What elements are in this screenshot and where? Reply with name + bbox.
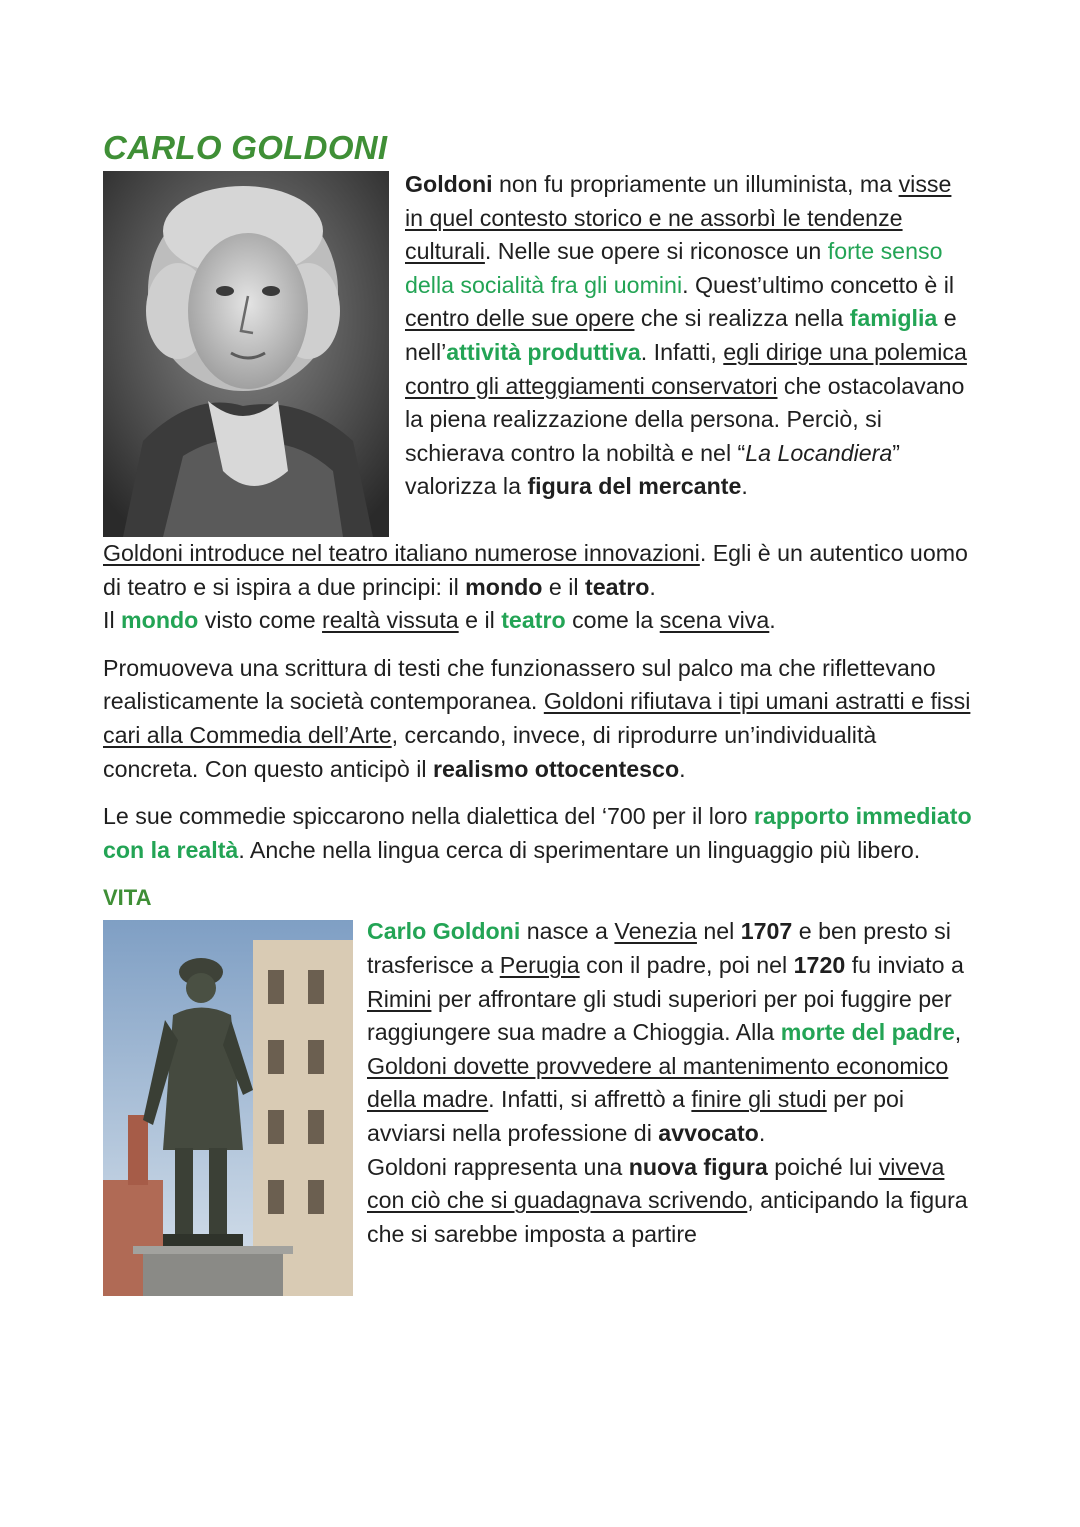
goldoni-statue-image [103, 920, 353, 1296]
realism-bold: realismo ottocentesco [432, 755, 680, 782]
goldoni-portrait-image [103, 171, 389, 537]
innov-text: . Egli è un autentico uomo di teatro e si ispira a due principi: il [103, 540, 968, 600]
intro-text: . Nelle sue opere si riconosce un [484, 238, 828, 265]
innov-text: . [649, 573, 656, 600]
vita-underline: Goldoni dovette provvedere al mantenimento economico della madre [367, 1052, 949, 1113]
comedies-text: Le sue commedie spiccarono nella dialettica del ‘700 per il loro [103, 803, 754, 830]
innov-highlight: mondo [121, 607, 199, 634]
page-title: CARLO GOLDONI [103, 129, 388, 166]
vita-heading: VITA [103, 885, 152, 911]
intro-text: . Infatti, [640, 338, 724, 365]
vita-text: per affrontare gli studi superiori per poi fuggire per raggiungere sua madre a Chioggia. Alla [367, 985, 952, 1046]
realism-underline: Goldoni rifiutava i tipi umani astratti e fissi cari alla Commedia dell’Arte [103, 688, 971, 748]
vita-text: . Infatti, si affrettò a [488, 1086, 692, 1113]
vita-bold: 1720 [793, 951, 846, 978]
vita-highlight: Carlo Goldoni [367, 918, 521, 945]
intro-text: ” valorizza la [405, 439, 900, 500]
innov-text: . [769, 607, 776, 634]
innov-underline: realtà vissuta [322, 607, 459, 634]
vita-text: nasce a [520, 918, 615, 945]
innov-highlight: teatro [501, 607, 566, 634]
intro-text: . [741, 473, 748, 500]
innov-underline: scena viva [659, 607, 770, 634]
vita-bold: avvocato [658, 1119, 759, 1146]
vita-bold: 1707 [740, 918, 793, 945]
vita-underline: viveva con ciò che si guadagnava scrivendo [367, 1153, 945, 1214]
vita-underline: Rimini [367, 985, 432, 1012]
innov-text: Il [103, 607, 122, 634]
intro-underline: egli dirige una polemica contro gli atteggiamenti conservatori [405, 338, 967, 399]
vita-text: . [758, 1119, 766, 1146]
comedies-text: . Anche nella lingua cerca di sperimentare un linguaggio più libero. [238, 836, 921, 863]
innov-text: e il [542, 573, 585, 600]
realism-text: . [679, 755, 686, 782]
intro-text: che ostacolavano la piena realizzazione della persona. Perciò, si schierava contro la nobiltà e nel “ [405, 372, 965, 466]
vita-text: nel [696, 918, 741, 945]
innov-underline: Goldoni introduce nel teatro italiano numerose innovazioni [103, 540, 700, 566]
intro-underline: centro delle sue opere [405, 305, 635, 332]
vita-text: e ben presto si trasferisce a [367, 918, 951, 978]
innov-bold: teatro [584, 573, 650, 600]
intro-text: e nell’ [405, 305, 957, 365]
document-page [103, 128, 973, 1296]
vita-highlight: morte del padre [780, 1019, 955, 1046]
intro-text: non fu propriamente un illuminista, ma [492, 171, 899, 197]
intro-underline: visse in quel contesto storico e ne assorbì le tendenze culturali [405, 171, 952, 265]
intro-text: che si realizza nella [634, 305, 850, 332]
vita-text: fu inviato a [845, 951, 964, 978]
realism-text: Promuoveva una scrittura di testi che funzionassero sul palco ma che riflettevano realisticamente la società contemporanea. [103, 654, 936, 715]
vita-text: poiché lui [767, 1153, 879, 1180]
vita-text: Goldoni rappresenta una [367, 1153, 629, 1180]
comedies-highlight: rapporto immediato con la realtà [103, 803, 972, 863]
vita-text: , [954, 1019, 962, 1046]
vita-underline: Perugia [499, 951, 580, 978]
vita-underline: finire gli studi [691, 1086, 827, 1113]
innovations-paragraph [103, 537, 973, 638]
vita-text: , anticipando la figura che si sarebbe imposta a partire [367, 1187, 968, 1247]
innov-text: e il [458, 607, 502, 634]
intro-bold: figura del mercante [527, 473, 742, 500]
vita-bold: nuova figura [628, 1153, 768, 1180]
realism-text: , cercando, invece, di riprodurre un’individualità concreta. Con questo anticipò il [103, 721, 877, 782]
vita-text: con il padre, poi nel [579, 951, 794, 978]
innov-bold: mondo [465, 573, 543, 600]
vita-underline: Venezia [614, 918, 697, 945]
innov-text: come la [565, 607, 660, 634]
intro-highlight: forte senso della socialità fra gli uomini [405, 238, 943, 298]
intro-highlight: attività produttiva [446, 338, 641, 365]
intro-goldoni: Goldoni [405, 171, 493, 197]
innov-text: visto come [198, 607, 323, 634]
realism-paragraph [103, 652, 973, 786]
intro-text: . Quest’ultimo concetto è il [682, 271, 955, 298]
intro-highlight: famiglia [849, 305, 938, 332]
comedies-paragraph [103, 800, 973, 867]
vita-text: per poi avviarsi nella professione di [367, 1086, 905, 1146]
locandiera-title: La Locandiera [745, 439, 893, 466]
